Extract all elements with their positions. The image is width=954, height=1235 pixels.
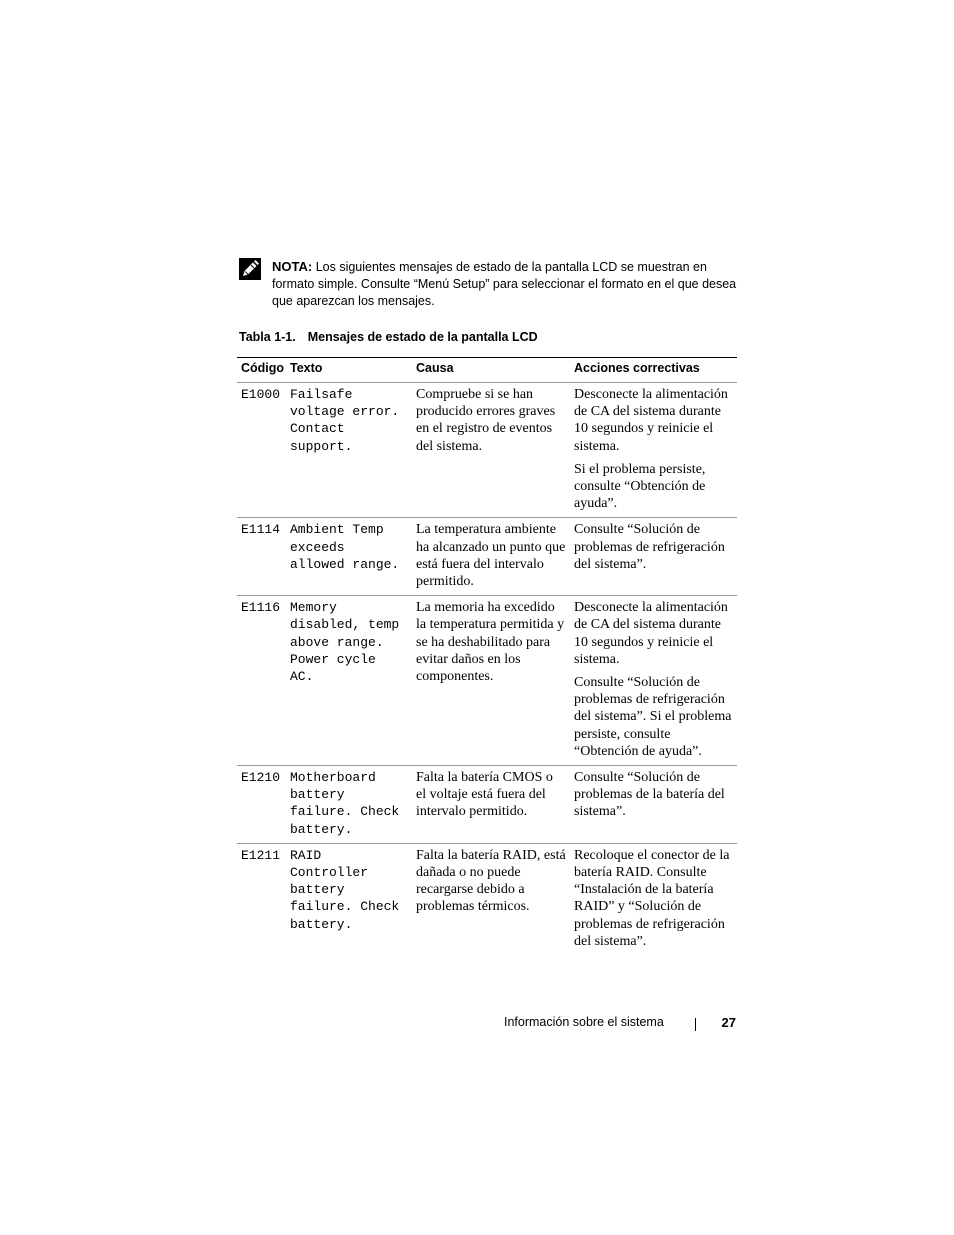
note-text [272,258,742,311]
table-caption [239,330,538,344]
header-action: Acciones correctivas [570,358,737,383]
action-paragraph: Consulte “Solución de problemas de refrigeración del sistema”. [574,522,725,572]
cell-cause: La temperatura ambiente ha alcanzado un punto que está fuera del intervalo permitido. [412,518,570,596]
cell-cause: Falta la batería RAID, está dañada o no puede recargarse debido a problemas térmicos. [416,847,566,915]
header-code: Código [237,358,286,383]
cell-action [570,518,737,596]
cell-text: Failsafe voltage error. Contact support. [286,383,412,518]
table-header-row [237,358,737,383]
footer-divider [695,1018,696,1031]
page-footer [504,1015,736,1035]
note-label: NOTA: [272,259,313,274]
note-pencil-icon [239,258,263,280]
cell-action [570,766,737,844]
cell-action [570,843,737,955]
lcd-status-table [237,357,737,955]
cell-cause: Compruebe si se han producido errores graves en el registro de eventos del sistema. [412,383,570,518]
cell-code: E1116 [237,596,286,766]
table-row [237,843,737,955]
header-cause: Causa [412,358,570,383]
action-paragraph: Recoloque el conector de la batería RAID. Consulte “Instalación de la batería RAID” y “Solución de problemas de refrigeración del sistema”. [574,847,730,949]
action-paragraph: Desconecte la alimentación de CA del sistema durante 10 segundos y reinicie el sistema. [574,387,728,454]
table-caption-number: Tabla 1-1. [239,330,296,344]
table-row [237,596,737,766]
action-paragraph: Consulte “Solución de problemas de la batería del sistema”. [574,770,725,820]
cell-code: E1114 [237,518,286,596]
table-row [237,766,737,844]
cell-text: Memory disabled, temp above range. Power cycle AC. [286,596,412,766]
header-text: Texto [286,358,412,383]
page-number: 27 [721,1015,736,1030]
cell-code: E1211 [241,847,281,863]
table-row [237,518,737,596]
table-caption-title: Mensajes de estado de la pantalla LCD [307,330,538,344]
cell-text: Motherboard battery failure. Check battery. [286,766,412,844]
action-paragraph: Consulte “Solución de problemas de refrigeración del sistema”. Si el problema persiste, consulte “Obtención de ayuda”. [574,675,732,759]
cell-action [570,383,737,518]
cell-code: E1210 [237,766,286,844]
cell-text: RAID Controller battery failure. Check battery. [290,847,400,932]
action-paragraph: Desconecte la alimentación de CA del sistema durante 10 segundos y reinicie el sistema. [574,600,728,667]
cell-cause: Falta la batería CMOS o el voltaje está fuera del intervalo permitido. [412,766,570,844]
table-row [237,383,737,518]
cell-action [570,596,737,766]
cell-code: E1000 [237,383,286,518]
cell-text: Ambient Temp exceeds allowed range. [286,518,412,596]
action-paragraph: Si el problema persiste, consulte “Obtención de ayuda”. [574,461,706,512]
cell-cause: La memoria ha excedido la temperatura permitida y se ha deshabilitado para evitar daños en los componentes. [412,596,570,766]
note-body: Los siguientes mensajes de estado de la pantalla LCD se muestran en formato simple. Consulte “Menú Setup” para seleccionar el formato en el que desea que aparezcan los mensajes. [272,260,737,309]
footer-section-title: Información sobre el sistema [504,1015,664,1029]
